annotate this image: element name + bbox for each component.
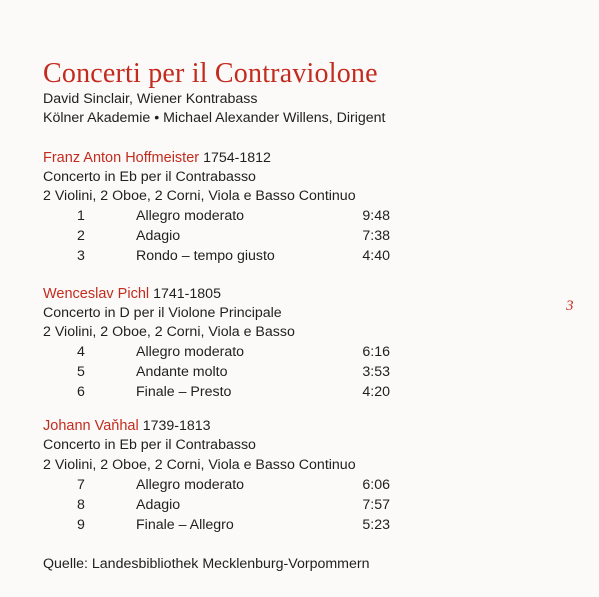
track-title: Allegro moderato xyxy=(136,208,245,224)
composer-name: Johann Vaňhal xyxy=(43,418,139,434)
track-number: 6 xyxy=(77,384,85,400)
scoring: 2 Violini, 2 Oboe, 2 Corni, Viola e Basso xyxy=(43,324,295,340)
composer-dates: 1739-1813 xyxy=(142,418,211,434)
scoring: 2 Violini, 2 Oboe, 2 Corni, Viola e Basso Continuo xyxy=(43,188,356,204)
composer-heading xyxy=(43,417,211,435)
concerto-title: Concerto in Eb per il Contrabasso xyxy=(43,169,256,185)
track-title: Allegro moderato xyxy=(136,344,245,360)
track-number: 5 xyxy=(77,364,85,380)
track-duration: 4:40 xyxy=(362,248,390,264)
track-number: 1 xyxy=(77,208,85,224)
track-title: Allegro moderato xyxy=(136,477,245,493)
performer-line: David Sinclair, Wiener Kontrabass xyxy=(43,91,258,107)
track-title: Adagio xyxy=(136,497,181,513)
track-duration: 4:20 xyxy=(362,384,390,400)
track-duration: 5:23 xyxy=(362,517,390,533)
track-number: 3 xyxy=(77,248,85,264)
performer-line: Kölner Akademie • Michael Alexander Willens, Dirigent xyxy=(43,110,386,126)
concerto-title: Concerto in Eb per il Contrabasso xyxy=(43,437,256,453)
page-number: 3 xyxy=(566,298,574,314)
track-duration: 7:38 xyxy=(362,228,390,244)
concerto-title: Concerto in D per il Violone Principale xyxy=(43,305,282,321)
composer-name: Wenceslav Pichl xyxy=(43,286,150,302)
track-duration: 7:57 xyxy=(362,497,390,513)
track-title: Finale – Allegro xyxy=(136,517,234,533)
track-number: 2 xyxy=(77,228,85,244)
track-number: 9 xyxy=(77,517,85,533)
composer-dates: 1754-1812 xyxy=(203,150,271,166)
scoring: 2 Violini, 2 Oboe, 2 Corni, Viola e Basso Continuo xyxy=(43,457,356,473)
source-note: Quelle: Landesbibliothek Mecklenburg-Vorpommern xyxy=(43,556,370,572)
track-duration: 3:53 xyxy=(362,364,390,380)
track-number: 8 xyxy=(77,497,85,513)
track-number: 4 xyxy=(77,344,85,360)
track-title: Finale – Presto xyxy=(136,384,232,400)
page-title: Concerti per il Contraviolone xyxy=(43,58,378,89)
composer-name: Franz Anton Hoffmeister xyxy=(43,150,200,166)
composer-dates: 1741-1805 xyxy=(153,286,221,302)
track-title: Andante molto xyxy=(136,364,228,380)
track-title: Adagio xyxy=(136,228,181,244)
track-duration: 9:48 xyxy=(362,208,390,224)
track-duration: 6:16 xyxy=(362,344,390,360)
track-number: 7 xyxy=(77,477,85,493)
track-duration: 6:06 xyxy=(362,477,390,493)
track-title: Rondo – tempo giusto xyxy=(136,248,275,264)
composer-heading xyxy=(43,149,271,167)
composer-heading xyxy=(43,285,221,303)
